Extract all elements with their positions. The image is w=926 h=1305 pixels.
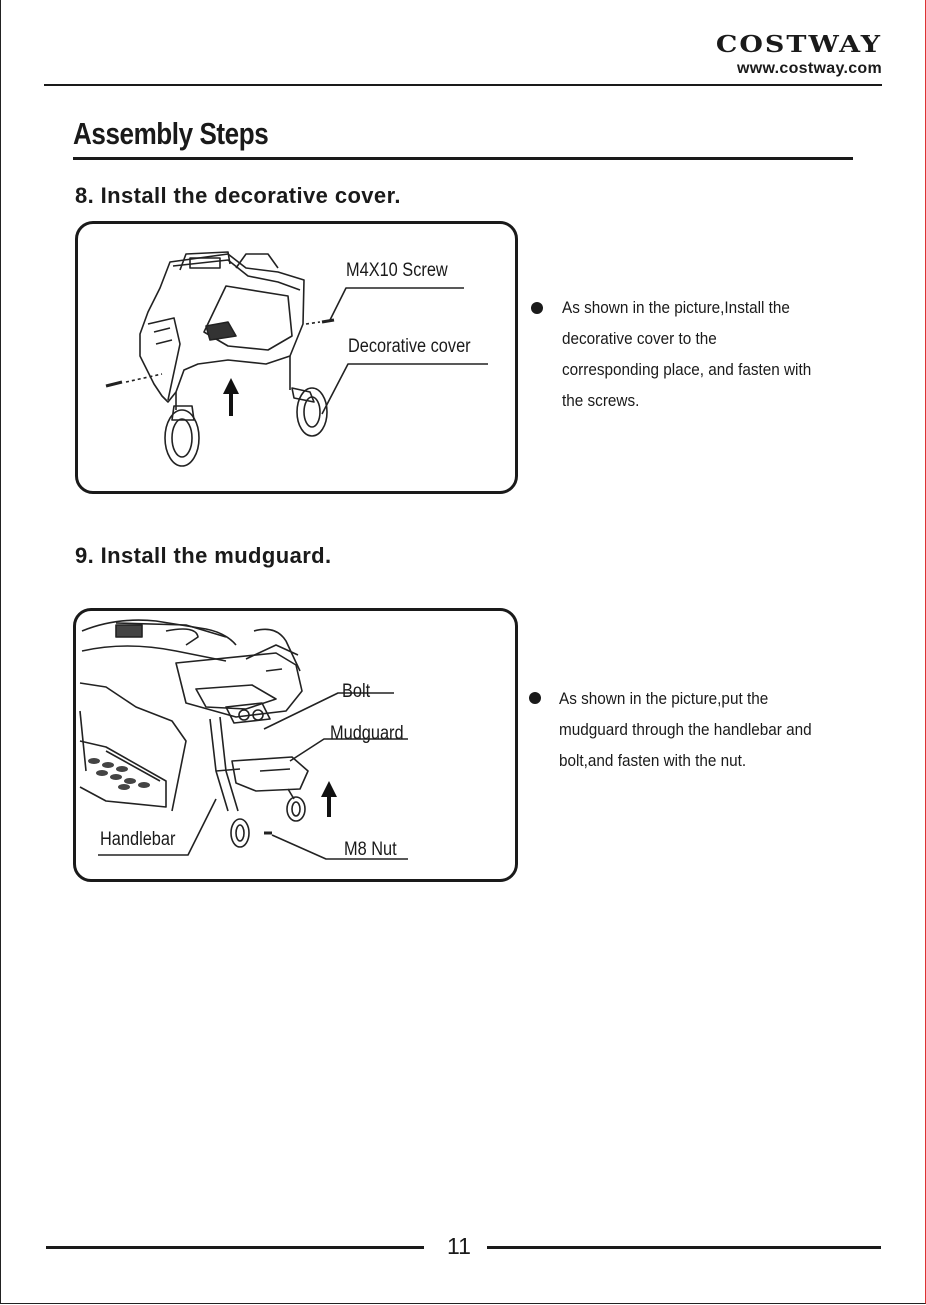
step-8-instruction: [562, 292, 811, 416]
instruction-line: the screws.: [562, 391, 640, 410]
callout-m8-nut: M8 Nut: [344, 839, 397, 860]
instruction-line: As shown in the picture,put the: [559, 689, 769, 708]
instruction-line: As shown in the picture,Install the: [562, 298, 790, 317]
footer-divider-left: [46, 1246, 424, 1249]
instruction-line: corresponding place, and fasten with: [562, 360, 812, 379]
callout-bolt: Bolt: [342, 681, 371, 702]
instruction-line: bolt,and fasten with the nut.: [559, 751, 747, 770]
callout-mudguard: Mudguard: [330, 723, 404, 744]
title-divider: [73, 157, 853, 160]
header-divider: [44, 84, 882, 86]
step-9-heading: 9. Install the mudguard.: [75, 543, 332, 568]
bullet-icon: [529, 692, 541, 704]
page-number: 11: [447, 1233, 471, 1259]
callout-m4x10-screw: M4X10 Screw: [346, 260, 448, 281]
instruction-line: mudguard through the handlebar and: [559, 720, 812, 739]
brand-header: [716, 30, 882, 78]
callout-handlebar: Handlebar: [100, 829, 176, 850]
callout-decorative-cover: Decorative cover: [348, 336, 471, 357]
section-title: Assembly Steps: [73, 116, 269, 151]
step-9-instruction: [559, 683, 812, 776]
brand-logo: COSTWAY: [715, 31, 882, 58]
bullet-icon: [531, 302, 543, 314]
step-8-heading: 8. Install the decorative cover.: [75, 183, 401, 208]
step-8-illustration: [75, 221, 518, 494]
footer-divider-right: [487, 1246, 881, 1249]
step-9-illustration: [73, 608, 518, 882]
instruction-line: decorative cover to the: [562, 329, 717, 348]
brand-url: www.costway.com: [737, 60, 882, 77]
